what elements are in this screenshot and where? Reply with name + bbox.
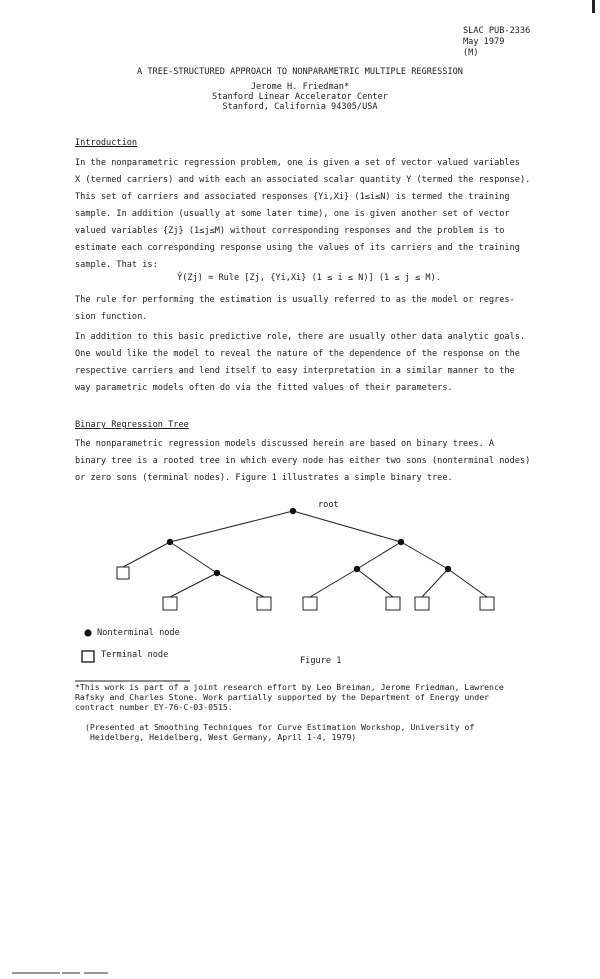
text-line: sion function.	[75, 312, 148, 322]
tree-edge	[357, 542, 401, 569]
tree-edge	[310, 569, 357, 597]
legend-nonterminal-mark	[84, 629, 91, 636]
equation: Ŷ(Zj) = Rule [Zj, {Yi,Xi} (1 ≤ i ≤ N)] (1 ≤ j ≤ M).	[177, 273, 441, 283]
tree-edge	[357, 569, 393, 597]
root-label: root	[318, 500, 339, 510]
nonterminal-node	[167, 539, 173, 545]
tree-edge	[170, 542, 217, 573]
terminal-node	[257, 597, 271, 610]
text-line: One would like the model to reveal the nature of the dependence of the response on the	[75, 349, 520, 359]
terminal-node	[386, 597, 400, 610]
address: Stanford, California 94305/USA	[222, 102, 378, 112]
text-line: estimate each corresponding response using the values of its carriers and the training	[75, 243, 520, 253]
nonterminal-node	[398, 539, 404, 545]
text-line: sample. In addition (usually at some later time), one is given another set of vector	[75, 209, 510, 219]
report-code: (M)	[463, 48, 479, 58]
text-line: sample. That is:	[75, 260, 158, 270]
nonterminal-node	[354, 566, 360, 572]
terminal-node	[163, 597, 177, 610]
section-heading-tree: Binary Regression Tree	[75, 420, 189, 430]
text-line: (Presented at Smoothing Techniques for Curve Estimation Workshop, University of	[85, 722, 475, 732]
legend-terminal-mark	[82, 651, 94, 662]
nonterminal-node	[214, 570, 220, 576]
author: Jerome H. Friedman*	[250, 82, 350, 92]
section-heading-introduction: Introduction	[75, 138, 138, 148]
presentation-note	[85, 722, 474, 742]
text-line: X (termed carriers) and with each an associated scalar quantity Y (termed the response).	[75, 175, 531, 185]
terminal-node	[415, 597, 429, 610]
text-line: binary tree is a rooted tree in which every node has either two sons (nonterminal nodes)	[75, 456, 531, 466]
figure-caption: Figure 1	[300, 656, 342, 666]
tree-edge	[422, 569, 448, 597]
affiliation: Stanford Linear Accelerator Center	[212, 92, 388, 102]
tree-edge	[170, 511, 293, 542]
tree-edge	[170, 573, 217, 597]
text-line: respective carriers and lend itself to easy interpretation in a similar manner to the	[75, 366, 515, 376]
text-line: Rafsky and Charles Stone. Work partially supported by the Department of Energy under	[75, 692, 490, 702]
text-line: The rule for performing the estimation is usually referred to as the model or regres-	[75, 295, 515, 305]
tree-edge	[293, 511, 401, 542]
text-line: Heidelberg, Heidelberg, West Germany, April 1-4, 1979)	[90, 732, 357, 742]
text-line: The nonparametric regression models discussed herein are based on binary trees. A	[75, 439, 495, 449]
text-line: *This work is part of a joint research effort by Leo Breiman, Jerome Friedman, Lawrence	[75, 682, 504, 692]
text-line: way parametric models often do via the fitted values of their parameters.	[75, 383, 453, 393]
text-line: or zero sons (terminal nodes). Figure 1 illustrates a simple binary tree.	[75, 473, 453, 483]
tree-edge	[217, 573, 264, 597]
text-line: In the nonparametric regression problem, one is given a set of vector valued variables	[75, 158, 520, 168]
report-date: May 1979	[463, 37, 505, 47]
text-line: contract number EY-76-C-03-0515.	[75, 702, 233, 712]
legend-nonterminal-label: Nonterminal node	[97, 628, 180, 638]
tree-edge	[401, 542, 448, 569]
terminal-node	[303, 597, 317, 610]
text-line: valued variables {Zj} (1≤j≤M) without corresponding responses and the problem is to	[75, 226, 505, 236]
report-number: SLAC PUB-2336	[463, 26, 531, 36]
terminal-node	[117, 567, 129, 579]
text-line: This set of carriers and associated responses {Yi,Xi} (1≤i≤N) is termed the training	[75, 192, 510, 202]
paper-title: A TREE-STRUCTURED APPROACH TO NONPARAMETRIC MULTIPLE REGRESSION	[137, 67, 463, 77]
nonterminal-node	[445, 566, 451, 572]
tree-edge	[448, 569, 487, 597]
legend-terminal-label: Terminal node	[101, 650, 169, 660]
nonterminal-node	[290, 508, 296, 514]
tree-edge	[123, 542, 170, 567]
footnote	[75, 682, 504, 712]
terminal-node	[480, 597, 494, 610]
text-line: In addition to this basic predictive role, there are usually other data analytic goals.	[75, 332, 526, 342]
